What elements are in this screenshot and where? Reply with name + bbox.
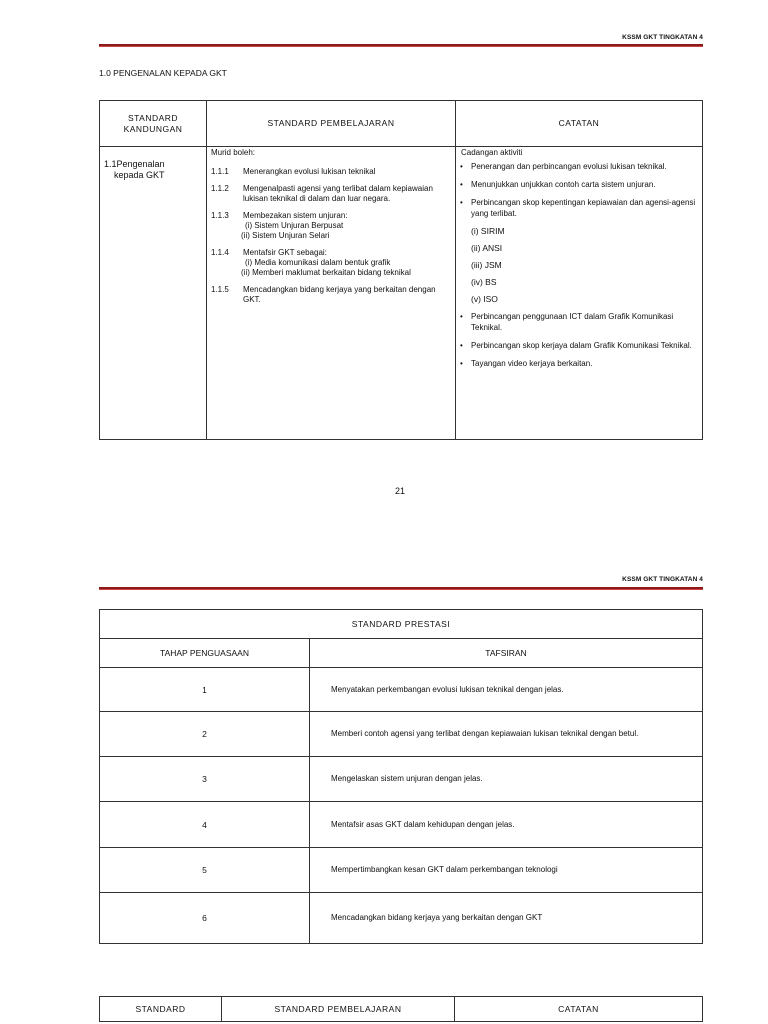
tafsiran-text: Mentafsir asas GKT dalam kehidupan dengan jelas. — [310, 802, 703, 848]
standard-table — [99, 100, 703, 440]
agency-item: (i) SIRIM — [471, 226, 505, 236]
learning-item — [211, 211, 451, 241]
agency-item: (ii) ANSI — [471, 243, 503, 253]
catatan-cell — [456, 147, 703, 440]
tafsiran-text: Menyatakan perkembangan evolusi lukisan teknikal dengan jelas. — [310, 668, 703, 712]
next-standard-table — [99, 996, 703, 1022]
tahap-level: 3 — [100, 757, 310, 802]
header-standard-pembelajaran: STANDARD PEMBELAJARAN — [207, 101, 456, 147]
item-number: 1.1.5 — [211, 285, 229, 294]
agency-item: (v) ISO — [471, 294, 498, 304]
header-standard-pembelajaran-2: STANDARD PEMBELAJARAN — [222, 997, 455, 1022]
activity-item: • Penerangan dan perbincangan evolusi lukisan teknikal. — [456, 161, 702, 172]
page-number: 21 — [395, 486, 406, 496]
header-rule-2 — [99, 587, 703, 590]
tahap-level: 4 — [100, 802, 310, 848]
activity-list-2 — [456, 311, 702, 369]
header-tahap: TAHAP PENGUASAAN — [100, 639, 310, 668]
agency-item: (iv) BS — [471, 277, 497, 287]
running-header-2: KSSM GKT TINGKATAN 4 — [622, 576, 703, 583]
tafsiran-text: Memberi contoh agensi yang terlibat dengan kepiawaian lukisan teknikal dengan betul. — [310, 712, 703, 757]
item-number: 1.1.1 — [211, 167, 229, 176]
tahap-level: 5 — [100, 848, 310, 893]
murid-boleh-label: Murid boleh: — [211, 148, 256, 157]
cadangan-label: Cadangan aktiviti — [461, 148, 523, 157]
prestasi-row — [100, 757, 703, 802]
item-sub: (ii) Memberi maklumat berkaitan bidang teknikal — [241, 268, 411, 277]
prestasi-row — [100, 802, 703, 848]
learning-item — [211, 285, 451, 305]
item-number: 1.1.2 — [211, 184, 229, 193]
item-text: Membezakan sistem unjuran: — [243, 211, 348, 220]
agency-list — [456, 226, 702, 305]
item-sub: (ii) Sistem Unjuran Selari — [241, 231, 330, 240]
header-tafsiran: TAFSIRAN — [310, 639, 703, 668]
kandungan-cell — [100, 147, 207, 440]
activity-item: • Menunjukkan unjukkan contoh carta sistem unjuran. — [456, 179, 702, 190]
tahap-level: 1 — [100, 668, 310, 712]
activity-item: • Perbincangan penggunaan ICT dalam Grafik Komunikasi Teknikal. — [456, 311, 702, 333]
item-sub: (i) Sistem Unjuran Berpusat — [245, 221, 344, 230]
kandungan-text: 1.1Pengenalan kepada GKT — [104, 159, 165, 180]
learning-item — [211, 184, 451, 204]
activity-item: • Perbincangan skop kepentingan kepiawaian dan agensi-agensi yang terlibat. — [456, 197, 702, 219]
prestasi-row — [100, 893, 703, 944]
learning-items — [211, 167, 451, 305]
prestasi-row — [100, 712, 703, 757]
running-header: KSSM GKT TINGKATAN 4 — [622, 34, 703, 41]
tafsiran-text: Mempertimbangkan kesan GKT dalam perkembangan teknologi — [310, 848, 703, 893]
pembelajaran-cell — [207, 147, 456, 440]
prestasi-row — [100, 848, 703, 893]
header-standard: STANDARD — [100, 997, 222, 1022]
agency-item: (iii) JSM — [471, 260, 502, 270]
prestasi-row — [100, 668, 703, 712]
item-number: 1.1.4 — [211, 248, 229, 257]
tahap-level: 2 — [100, 712, 310, 757]
item-text: Menerangkan evolusi lukisan teknikal — [243, 167, 376, 176]
section-title: 1.0 PENGENALAN KEPADA GKT — [99, 68, 227, 78]
prestasi-title: STANDARD PRESTASI — [100, 610, 703, 639]
learning-item — [211, 167, 451, 177]
activity-list — [456, 161, 702, 219]
tafsiran-text: Mencadangkan bidang kerjaya yang berkaitan dengan GKT — [310, 893, 703, 944]
item-text: Mengenalpasti agensi yang terlibat dalam kepiawaian lukisan teknikal di dalam dan luar negara. — [243, 184, 433, 203]
tafsiran-text: Mengelaskan sistem unjuran dengan jelas. — [310, 757, 703, 802]
learning-item — [211, 248, 451, 278]
header-standard-kandungan: STANDARD KANDUNGAN — [100, 101, 207, 147]
activity-item: • Tayangan video kerjaya berkaitan. — [456, 358, 702, 369]
tahap-level: 6 — [100, 893, 310, 944]
item-number: 1.1.3 — [211, 211, 229, 220]
header-rule — [99, 44, 703, 47]
header-catatan-2: CATATAN — [455, 997, 703, 1022]
item-text: Mentafsir GKT sebagai: — [243, 248, 327, 257]
standard-prestasi-table — [99, 609, 703, 944]
item-sub: (i) Media komunikasi dalam bentuk grafik — [245, 258, 391, 267]
item-text: Mencadangkan bidang kerjaya yang berkaitan dengan GKT. — [243, 285, 436, 304]
header-catatan: CATATAN — [456, 101, 703, 147]
activity-item: • Perbincangan skop kerjaya dalam Grafik Komunikasi Teknikal. — [456, 340, 702, 351]
